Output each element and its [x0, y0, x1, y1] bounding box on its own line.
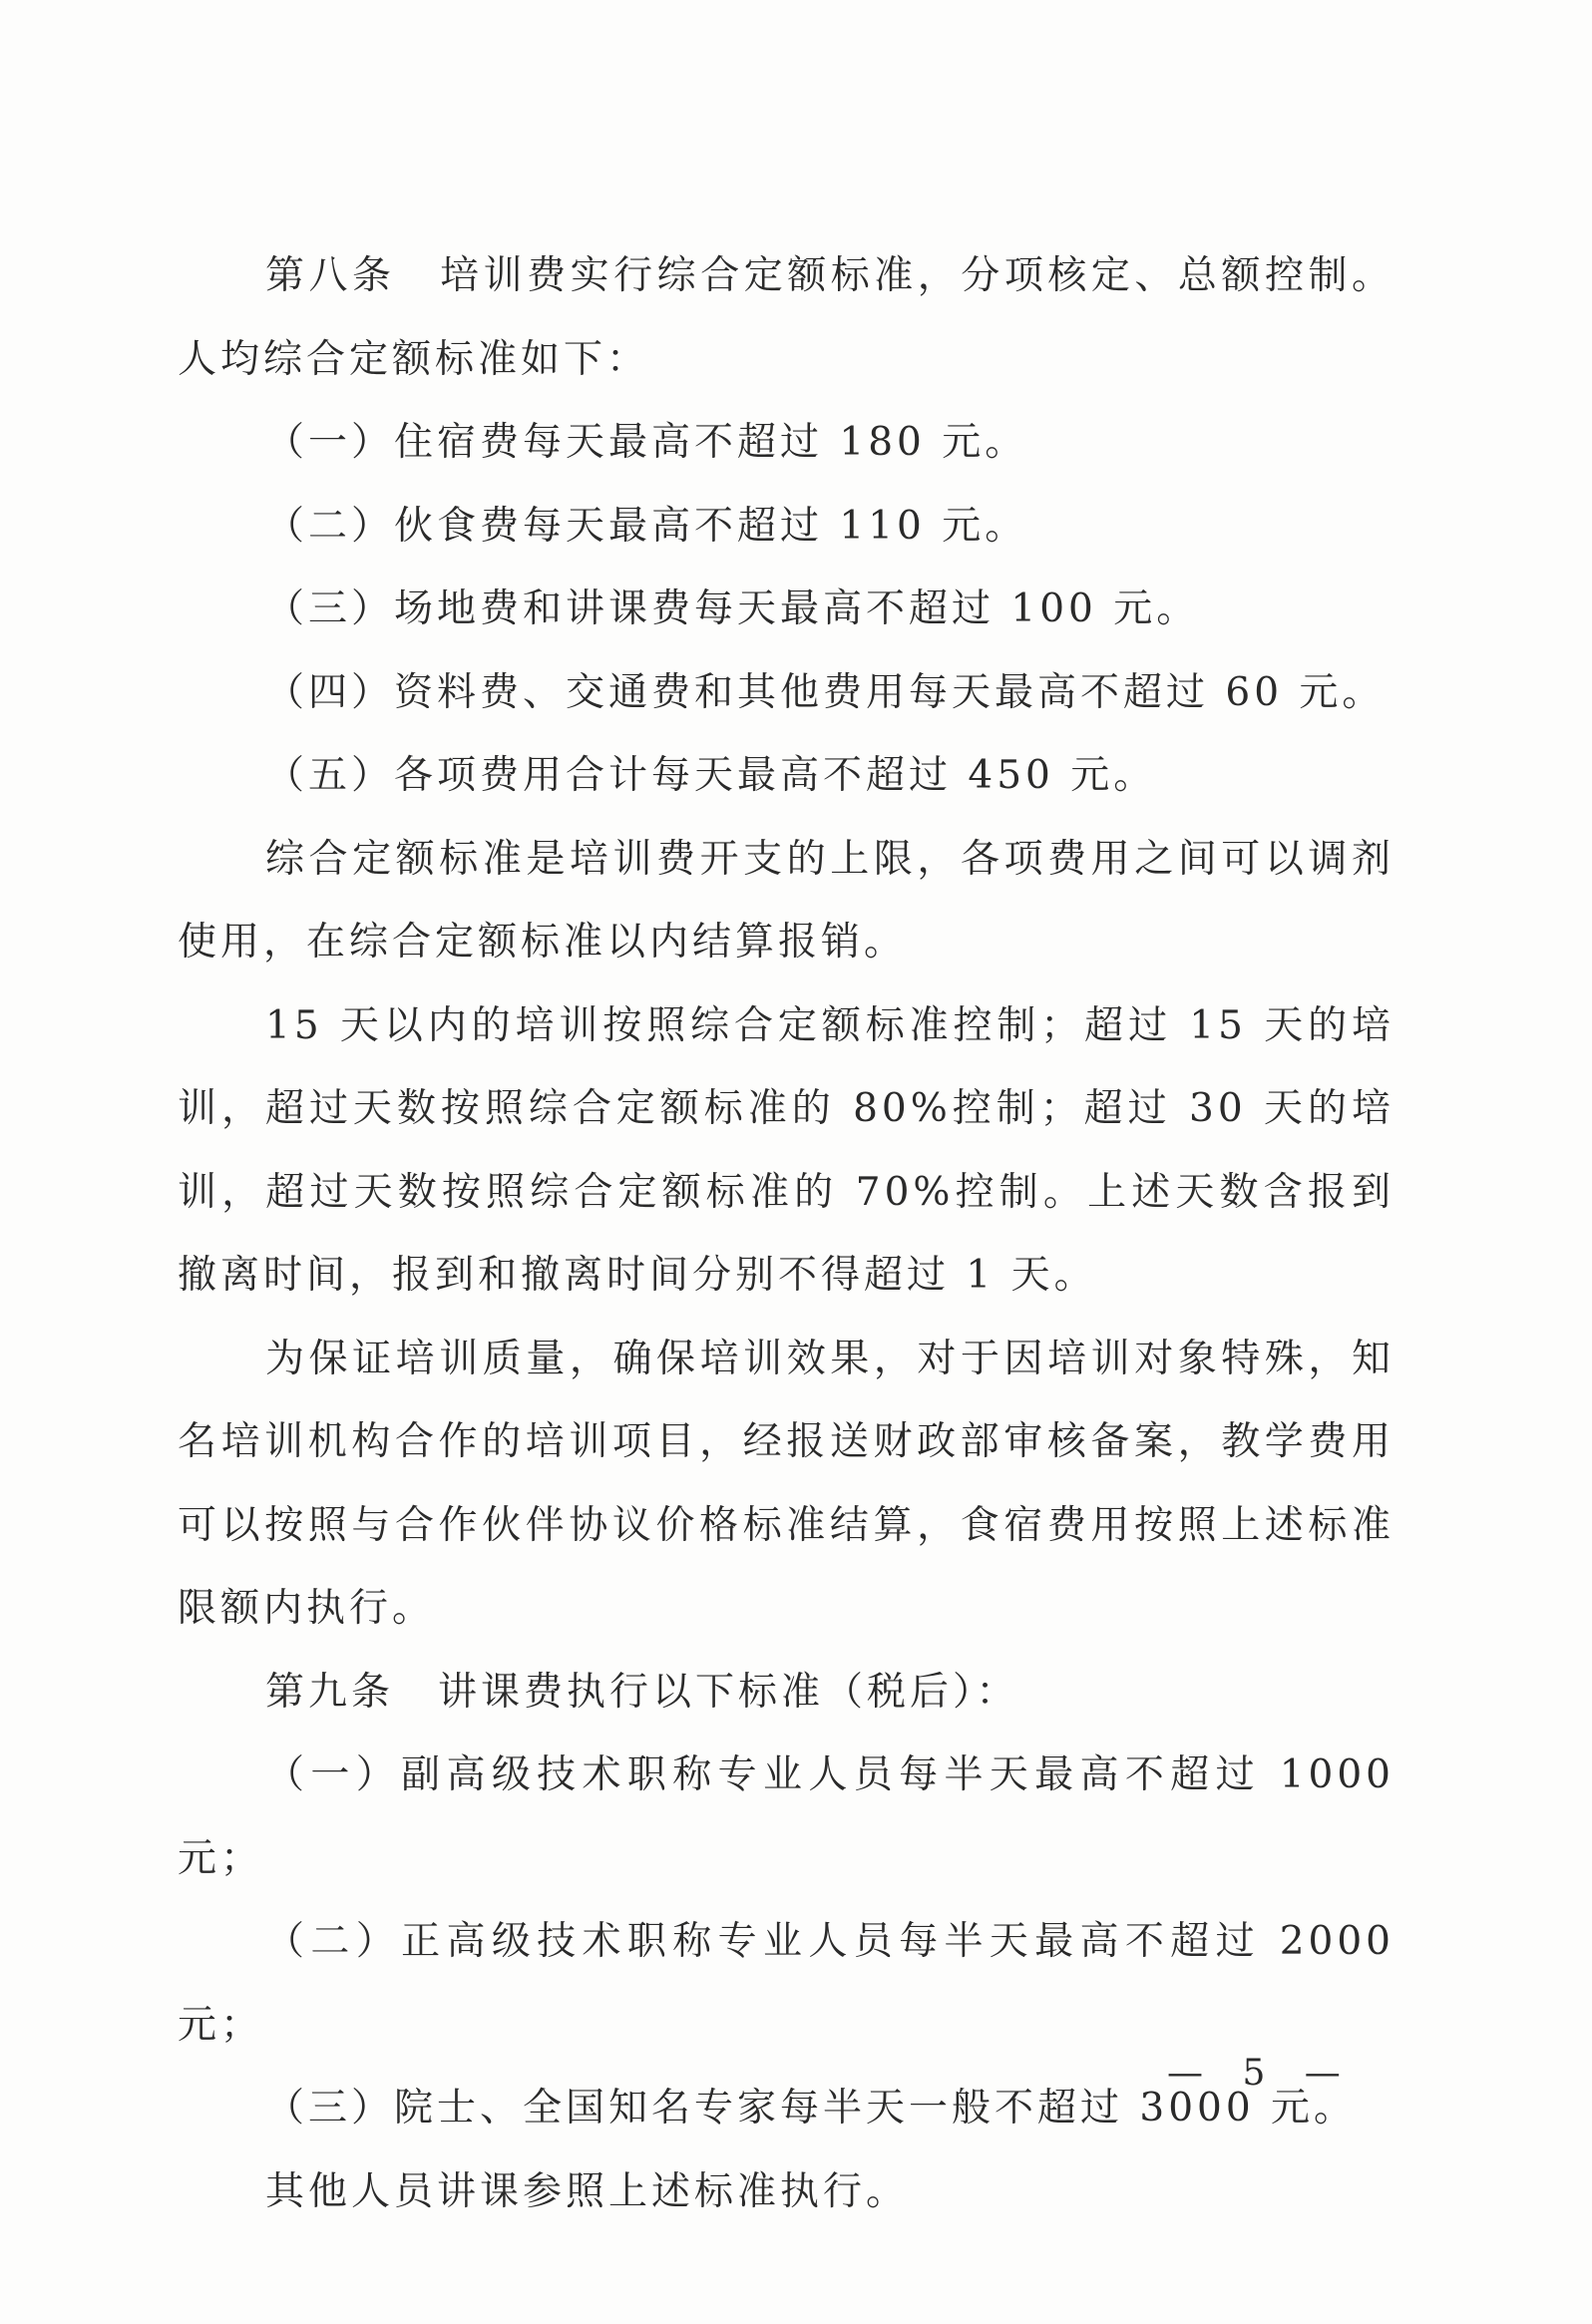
article-8-item-1: （一）住宿费每天最高不超过 180 元。	[265, 420, 1028, 465]
article-8-heading	[178, 234, 1394, 401]
article-8-paragraph-3: 为保证培训质量，确保培训效果，对于因培训对象特殊，知名培训机构合作的培训项目，经报送财政部审核备案，教学费用可以按照与合作伙伴协议价格标准结算，食宿费用按照上述标准限额内执行。	[178, 1336, 1394, 1631]
article-8-paragraph-1: 综合定额标准是培训费开支的上限，各项费用之间可以调剂使用，在综合定额标准以内结算报销。	[178, 836, 1394, 965]
article-9-item-2: （二）正高级技术职称专业人员每半天最高不超过 2000 元；	[178, 1919, 1394, 2048]
article-9-item-1: （一）副高级技术职称专业人员每半天最高不超过 1000 元；	[178, 1752, 1394, 1881]
article-9-label: 第九条	[265, 1669, 395, 1715]
article-9-lead: 讲课费执行以下标准（税后）：	[438, 1669, 1019, 1715]
article-9-paragraph-1: 其他人员讲课参照上述标准执行。	[265, 2168, 910, 2214]
article-8-item-4: （四）资料费、交通费和其他费用每天最高不超过 60 元。	[265, 669, 1386, 715]
article-8-paragraph-2: 15 天以内的培训按照综合定额标准控制；超过 15 天的培训，超过天数按照综合定额标准的 80%控制；超过 30 天的培训，超过天数按照综合定额标准的 70%控制。上述天数含报到撤离时间，报到和撤离时间分别不得超过 1 天。	[178, 1002, 1394, 1298]
article-8-item-3: （三）场地费和讲课费每天最高不超过 100 元。	[265, 586, 1200, 631]
article-8-label: 第八条	[265, 253, 396, 298]
article-9-item-3: （三）院士、全国知名专家每半天一般不超过 3000 元。	[265, 2086, 1358, 2130]
page-number: — 5 —	[1167, 2053, 1355, 2094]
article-8-item-2: （二）伙食费每天最高不超过 110 元。	[265, 503, 1028, 549]
article-9-heading	[178, 1651, 1394, 1735]
article-8-item-5: （五）各项费用合计每天最高不超过 450 元。	[265, 753, 1157, 798]
document-body	[178, 234, 1394, 2233]
article-8-lead: 培训费实行综合定额标准，分项核定、总额控制。人均综合定额标准如下：	[178, 253, 1394, 382]
